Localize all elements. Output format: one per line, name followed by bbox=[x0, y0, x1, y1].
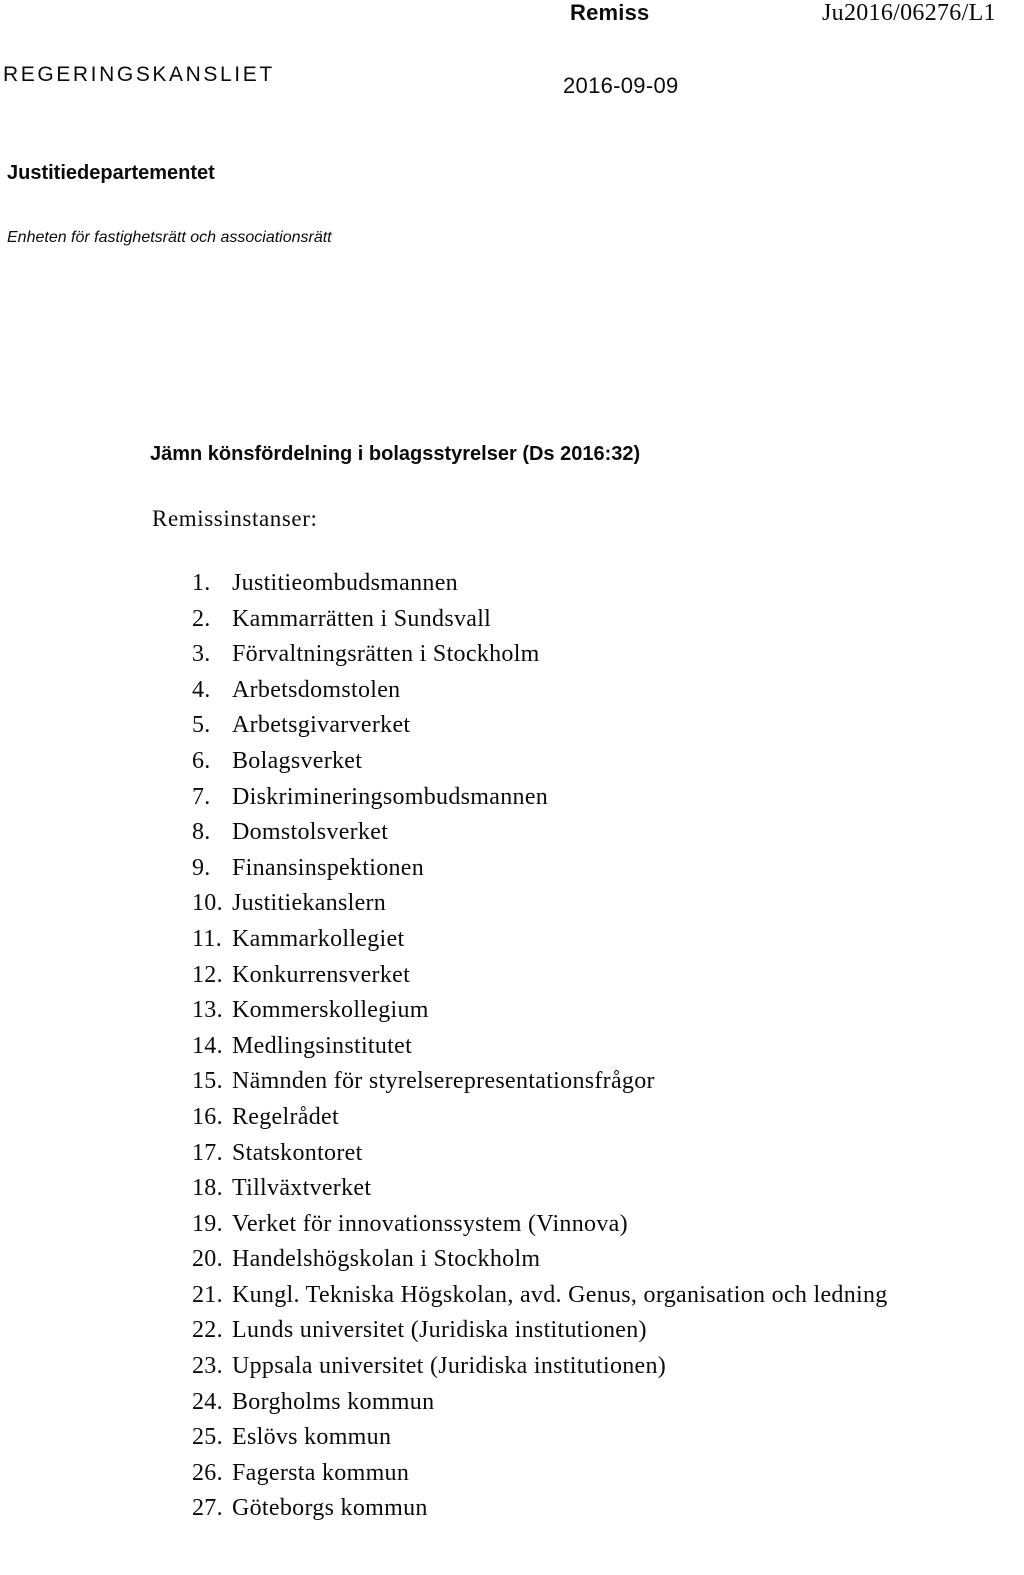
list-item bbox=[192, 566, 932, 602]
list-item bbox=[192, 602, 932, 638]
list-item-name: Arbetsgivarverket bbox=[232, 712, 411, 739]
list-item-number: 2. bbox=[192, 605, 211, 632]
list-item-name: Borgholms kommun bbox=[232, 1388, 435, 1415]
list-item bbox=[192, 673, 932, 709]
list-item-name: Diskrimineringsombudsmannen bbox=[232, 783, 549, 810]
list-item-number: 7. bbox=[192, 783, 211, 810]
list-item bbox=[192, 1136, 932, 1172]
list-item-number: 12. bbox=[192, 961, 223, 988]
list-item-name: Arbetsdomstolen bbox=[232, 676, 401, 703]
list-item-name: Handelshögskolan i Stockholm bbox=[232, 1246, 541, 1273]
list-item-number: 6. bbox=[192, 747, 211, 774]
list-item-number: 26. bbox=[192, 1459, 223, 1486]
list-item bbox=[192, 708, 932, 744]
list-item-name: Uppsala universitet (Juridiska institutionen) bbox=[232, 1353, 667, 1380]
document-date: 2016-09-09 bbox=[563, 73, 679, 98]
list-item-name: Justitiekanslern bbox=[232, 890, 387, 917]
list-item-name: Finansinspektionen bbox=[232, 854, 425, 881]
list-item-name: Lunds universitet (Juridiska institutionen) bbox=[232, 1317, 647, 1344]
recipient-list bbox=[192, 566, 932, 1527]
list-item-name: Förvaltningsrätten i Stockholm bbox=[232, 641, 540, 668]
list-item-name: Eslövs kommun bbox=[232, 1424, 392, 1451]
list-item-name: Kungl. Tekniska Högskolan, avd. Genus, organisation och ledning bbox=[232, 1281, 888, 1308]
list-item bbox=[192, 815, 932, 851]
list-item-number: 27. bbox=[192, 1495, 223, 1522]
list-item bbox=[192, 637, 932, 673]
list-item-number: 8. bbox=[192, 819, 211, 846]
list-item bbox=[192, 886, 932, 922]
list-item-number: 14. bbox=[192, 1032, 223, 1059]
list-item-name: Justitieombudsmannen bbox=[232, 570, 458, 596]
list-item-number: 5. bbox=[192, 712, 211, 739]
document-type: Remiss bbox=[570, 0, 650, 25]
unit-name: Enheten för fastighetsrätt och associationsrätt bbox=[7, 229, 332, 246]
list-item-number: 23. bbox=[192, 1353, 223, 1380]
list-item bbox=[192, 993, 932, 1029]
list-item bbox=[192, 1349, 932, 1385]
list-item-name: Verket för innovationssystem (Vinnova) bbox=[232, 1210, 628, 1237]
list-item bbox=[192, 958, 932, 994]
list-item-number: 4. bbox=[192, 676, 211, 703]
recipients-heading: Remissinstanser: bbox=[152, 506, 318, 531]
list-item-number: 21. bbox=[192, 1281, 223, 1308]
list-item-number: 11. bbox=[192, 925, 223, 952]
list-item bbox=[192, 1064, 932, 1100]
list-item-number: 20. bbox=[192, 1246, 223, 1273]
list-item bbox=[192, 1385, 932, 1421]
department-name: Justitiedepartementet bbox=[7, 162, 215, 184]
list-item bbox=[192, 922, 932, 958]
list-item bbox=[192, 1420, 932, 1456]
list-item bbox=[192, 1100, 932, 1136]
reference-number: Ju2016/06276/L1 bbox=[822, 0, 996, 26]
list-item bbox=[192, 1278, 932, 1314]
list-item-number: 22. bbox=[192, 1317, 223, 1344]
list-item-number: 3. bbox=[192, 641, 211, 668]
list-item-name: Statskontoret bbox=[232, 1139, 363, 1166]
list-item-name: Tillväxtverket bbox=[232, 1175, 372, 1202]
list-item bbox=[192, 744, 932, 780]
list-item-number: 1. bbox=[192, 570, 211, 596]
list-item-name: Medlingsinstitutet bbox=[232, 1032, 413, 1059]
list-item bbox=[192, 1029, 932, 1065]
list-item bbox=[192, 1171, 932, 1207]
list-item-name: Kommerskollegium bbox=[232, 997, 429, 1024]
list-item-number: 18. bbox=[192, 1175, 223, 1202]
list-item-number: 25. bbox=[192, 1424, 223, 1451]
list-item-name: Domstolsverket bbox=[232, 819, 389, 846]
list-item-name: Konkurrensverket bbox=[232, 961, 411, 988]
list-item-name: Bolagsverket bbox=[232, 747, 363, 774]
list-item bbox=[192, 1491, 932, 1527]
list-item-name: Kammarrätten i Sundsvall bbox=[232, 605, 492, 632]
list-item-name: Göteborgs kommun bbox=[232, 1495, 428, 1522]
list-item bbox=[192, 1207, 932, 1243]
list-item-number: 24. bbox=[192, 1388, 223, 1415]
list-item-name: Regelrådet bbox=[232, 1103, 339, 1130]
list-item bbox=[192, 1242, 932, 1278]
organization-name: REGERINGSKANSLIET bbox=[3, 63, 275, 86]
list-item-number: 17. bbox=[192, 1139, 223, 1166]
subject-heading: Jämn könsfördelning i bolagsstyrelser (Ds 2016:32) bbox=[150, 443, 641, 465]
list-item-name: Fagersta kommun bbox=[232, 1459, 410, 1486]
list-item bbox=[192, 1456, 932, 1492]
list-item-name: Kammarkollegiet bbox=[232, 925, 405, 952]
list-item bbox=[192, 780, 932, 816]
list-item bbox=[192, 851, 932, 887]
list-item-number: 19. bbox=[192, 1210, 223, 1237]
list-item bbox=[192, 1313, 932, 1349]
list-item-number: 10. bbox=[192, 890, 223, 917]
list-item-number: 16. bbox=[192, 1103, 223, 1130]
list-item-number: 15. bbox=[192, 1068, 223, 1095]
list-item-number: 13. bbox=[192, 997, 223, 1024]
list-item-number: 9. bbox=[192, 854, 211, 881]
list-item-name: Nämnden för styrelserepresentationsfrågor bbox=[232, 1068, 655, 1095]
